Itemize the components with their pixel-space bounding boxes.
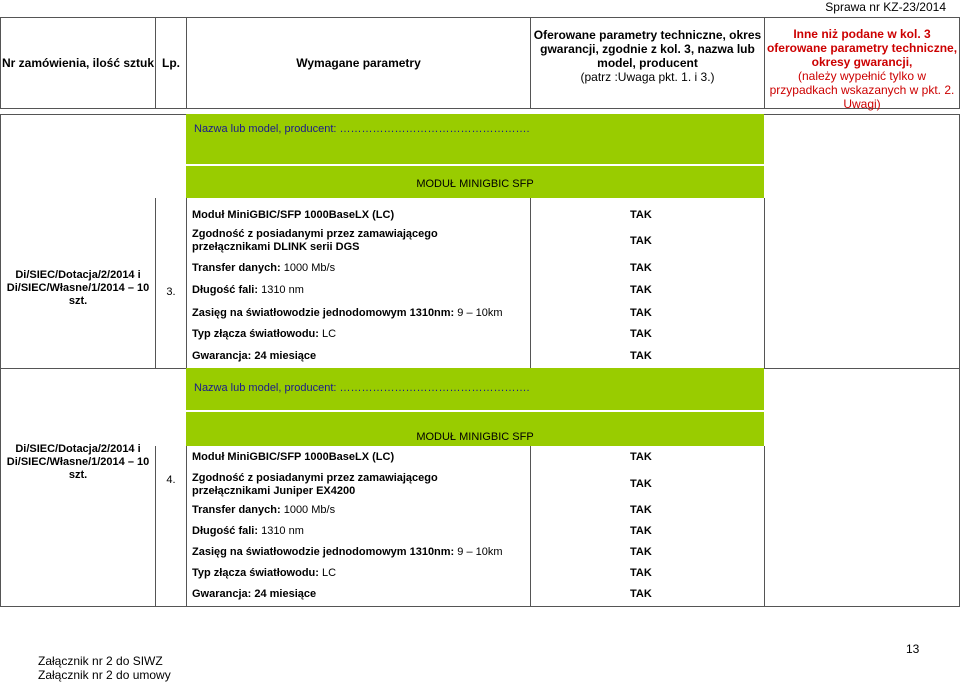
col-offered: Oferowane parametry techniczne, okres gwarancji, zgodnie z kol. 3, nazwa lub model, producent (patrz :Uwaga pkt. 1. i 3.)	[533, 28, 762, 84]
section-1-order-ref: Di/SIEC/Dotacja/2/2014 i Di/SIEC/Własne/1/2014 – 10 szt.	[6, 269, 150, 307]
s2-answer-compat: TAK	[630, 478, 652, 490]
s1-row-warranty: Gwarancja: 24 miesiące	[192, 350, 317, 362]
s2-row-connector: Typ złącza światłowodu: LC	[192, 567, 337, 579]
section-1-title: MODUŁ MINIGBIC SFP	[416, 178, 534, 190]
s2-answer-range: TAK	[630, 546, 652, 558]
s1-answer-connector: TAK	[630, 328, 652, 340]
s2-answer-transfer: TAK	[630, 504, 652, 516]
col-required: Wymagane parametry	[296, 55, 421, 70]
section-1-name-field[interactable]: Nazwa lub model, producent: …………………………………………….	[194, 123, 530, 135]
s2-answer-module: TAK	[630, 451, 652, 463]
s1-row-wavelength: Długość fali: 1310 nm	[192, 284, 304, 296]
s2-answer-connector: TAK	[630, 567, 652, 579]
s1-row-transfer: Transfer danych: 1000 Mb/s	[192, 262, 336, 274]
case-number: Sprawa nr KZ-23/2014	[825, 0, 946, 14]
col-other: Inne niż podane w kol. 3 oferowane parametry techniczne, okresy gwarancji, (należy wypełnić tylko w przypadkach wskazanych w pkt. 2. Uwagi)	[766, 27, 958, 111]
s1-answer-transfer: TAK	[630, 262, 652, 274]
s2-answer-warranty: TAK	[630, 588, 652, 600]
section-2-name-field[interactable]: Nazwa lub model, producent: …………………………………………….	[194, 382, 530, 394]
s1-row-connector: Typ złącza światłowodu: LC	[192, 328, 337, 340]
s1-answer-warranty: TAK	[630, 350, 652, 362]
col-order: Nr zamówienia, ilość sztuk	[1, 55, 155, 70]
section-2-lp: 4.	[166, 474, 176, 486]
s2-row-module: Moduł MiniGBIC/SFP 1000BaseLX (LC)	[192, 451, 395, 463]
section-1-lp: 3.	[166, 286, 176, 298]
col-lp: Lp.	[162, 55, 180, 70]
s1-row-module: Moduł MiniGBIC/SFP 1000BaseLX (LC)	[192, 209, 395, 221]
s2-answer-wavelength: TAK	[630, 525, 652, 537]
s2-row-range: Zasięg na światłowodzie jednodomowym 1310nm: 9 – 10km	[192, 546, 503, 558]
section-2-title: MODUŁ MINIGBIC SFP	[416, 431, 534, 443]
s2-row-warranty: Gwarancja: 24 miesiące	[192, 588, 317, 600]
section-2-order-ref: Di/SIEC/Dotacja/2/2014 i Di/SIEC/Własne/1/2014 – 10 szt.	[6, 443, 150, 481]
s1-row-compat: Zgodność z posiadanymi przez zamawiającego przełącznikami DLINK serii DGS	[192, 228, 438, 253]
s1-answer-range: TAK	[630, 307, 652, 319]
page-number: 13	[906, 642, 920, 656]
s1-answer-module: TAK	[630, 209, 652, 221]
s2-row-wavelength: Długość fali: 1310 nm	[192, 525, 304, 537]
s2-row-compat: Zgodność z posiadanymi przez zamawiającego przełącznikami Juniper EX4200	[192, 472, 438, 497]
s1-answer-wavelength: TAK	[630, 284, 652, 296]
footer-attachments: Załącznik nr 2 do SIWZ Załącznik nr 2 do umowy	[38, 654, 171, 682]
s2-row-transfer: Transfer danych: 1000 Mb/s	[192, 504, 336, 516]
s1-row-range: Zasięg na światłowodzie jednodomowym 1310nm: 9 – 10km	[192, 307, 503, 319]
s1-answer-compat: TAK	[630, 235, 652, 247]
